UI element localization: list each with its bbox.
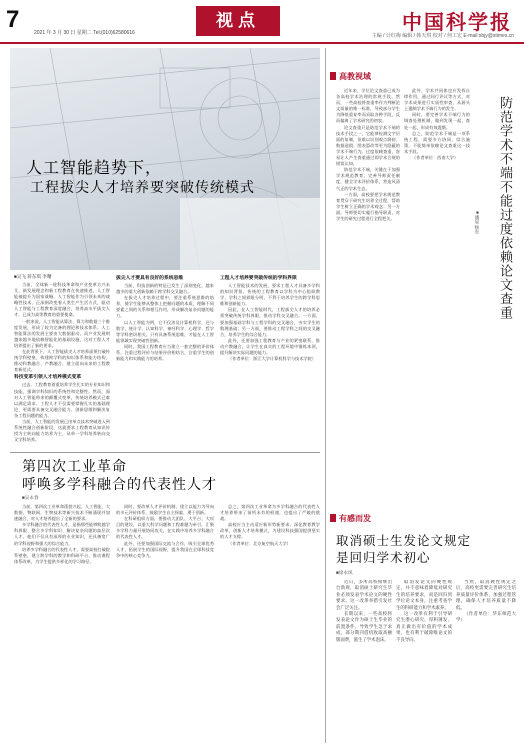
paragraph: 当然，取消硬性规定之后，高校更需要完善研究生培养质量评价体系，加强过程管理，确保人才培养质量不降低。	[456, 580, 516, 611]
paragraph: 这一改革有利于引导研究生潜心研究、厚积薄发，真正做出有价值的学术成果，也有利于破除唯论文的不良导向。	[396, 612, 452, 643]
subheading: 拔尖人才要具有良好的系统思维	[116, 276, 184, 281]
paragraph: 一般来说，人工智能从算法、算力和数据三个维度发展，形成了较为完备的理论和技术体系。人工智能算法的发展主要由大数据驱动，而产业发展则越来越多地依赖智能化的基础设施，这对工程人才培养提出了新的要求。	[14, 318, 110, 348]
article2-headline	[22, 458, 217, 494]
paragraph: 同时，要完善学术不端行为的调查处理机制，做到发现一起、查处一起，形成有效震慑。	[404, 112, 470, 130]
column-tag-yougan: 有感而发	[330, 512, 410, 526]
column-divider	[325, 48, 326, 743]
column2-byline: ■徐永风	[336, 570, 353, 575]
masthead	[0, 0, 524, 44]
flag-icon	[330, 72, 336, 80]
paragraph: 多学科融合的代表性人才，是指那些能够跨越学科界限、整合多学科知识、解决复杂问题的高层次人才。他们不仅具有深厚的专业知识，还具备宽广的学科视野和强大的综合能力。	[14, 522, 110, 546]
paragraph: 此外，还要加强国际交流与合作，吸引全球优秀人才，拓展学生的国际视野，提升我国在全球科技竞争中的核心竞争力。	[116, 540, 214, 558]
author-affiliation: （作者单位：华东师范大学）	[456, 612, 516, 624]
lead-headline-line1: 人工智能趋势下，	[26, 158, 163, 177]
article2-column-1	[14, 504, 110, 742]
article2-headline-line2: 呼唤多学科融合的代表性人才	[22, 477, 217, 493]
author-affiliation: （作者单位：浙江大学计算机科学与技术学院）	[228, 356, 316, 362]
paragraph: 培养多学科融合的代表性人才，需要高校打破院系壁垒，建立跨学科的教学和科研平台，推动课程体系改革，为学生提供多样化的学习路径。	[14, 546, 110, 564]
paragraph: 过去，工程教育着重培养学生扎实的专业知识和技能，强调学科知识的系统性和完整性。然而，面对人工智能带来的颠覆式变革，传统培养模式已难以满足需求。工程人才不仅需要掌握扎实的基础理论，更需要具备交叉融合能力、创新思维和解决复杂工程问题的能力。	[14, 382, 110, 418]
paragraph: 当前，科技创新的特征已发生了深刻变化，越来越多的重大创新依赖于跨学科交叉融合。	[116, 283, 214, 295]
paragraph: 人工智能技术的发展，要求工程人才具备多学科的知识背景。传统的工程教育以学科为中心组织教学，学科之间界限分明，不利于培养学生的跨学科思维和创新能力。	[220, 283, 320, 307]
paragraph: 以人工智能为例，它不仅涉及计算机科学，还与数学、统计学、认知科学、神经科学、心理学、哲学等学科密切相关。只有具备系统思维，才能在人工智能领域实现突破性创新。	[116, 319, 214, 343]
lead-photo	[10, 48, 320, 270]
column2-headline	[336, 532, 471, 566]
author-affiliation: （作者单位：北京航空航天大学）	[228, 540, 291, 546]
column2-text-3	[456, 580, 516, 742]
paragraph: 当前，全球新一轮科技革命和产业变革方兴未艾，新发展理念和新工程教育在快速推进，人工智能被提升为国家战略。人工智能作为引领未来的战略性技术，正深刻改变着人类生产生活方式，驱动人工智能与工程教育深度融合，培养高水平拔尖人才，已成为高等教育的重要使命。	[14, 282, 110, 318]
divider	[10, 452, 320, 453]
subheading: 工程人才培养要突破传统的学科界限	[220, 276, 297, 281]
article2-byline: ■吴永春	[22, 495, 39, 500]
column1-headline: 防范学术不端不能过度依赖论文查重	[497, 96, 512, 320]
column1-text-2	[404, 88, 470, 500]
editor-line: 主编 / 计红梅 编辑 / 韩天琪 校对 / 何工宏 E-mail:xbjy@stimes.cn	[371, 33, 514, 39]
column2-text-2	[396, 580, 452, 742]
newspaper-logo: 中国科学报	[402, 10, 512, 34]
lead-headline	[26, 158, 255, 198]
flag-icon	[330, 514, 336, 522]
lead-headline-line2: 工程拔尖人才培养要突破传统模式	[30, 180, 255, 196]
paragraph: 一方面，高校要把学术规范教育贯穿于研究生培养全过程，帮助学生树立正确的学术观念；另一方面，导师要切实履行指导职责，对学生的研究过程进行全程把关。	[336, 191, 400, 221]
paragraph: 同时，我国工程教育应当建立一套完整的评价体系，注重过程评价与结果评价相结合，注重学生的创新能力和实践能力的培养。	[116, 343, 214, 362]
subheading: 科技变革引领人才培养模式变革	[14, 375, 82, 381]
paragraph: 当前，人工智能的发展已由单点技术突破进入到系统性融合创新阶段，这就要求工程教育从知识传授为主转向能力培养为主，从单一学科培养转向交叉学科培养。	[14, 418, 110, 443]
author-affiliation: （作者单位：西南大学）	[412, 155, 459, 161]
column1-text-1	[336, 88, 400, 500]
paragraph: 近年来，学位论文查重已成为各高校学术治理的常规手段。然而，一些高校将查重率作为判断论文质量的唯一标准，导致部分学生为降低重复率而采取各种手段，反而偏离了学术研究的初衷。	[336, 88, 400, 124]
date-line: 2021 年 3 月 30 日 星期二 Tel:(010)62580616	[34, 30, 135, 36]
paragraph: 近日，多所高校相继出台新规，取消硕士研究生毕业必须发表学术论文的硬性要求。这一改革举措引发社会广泛关注。	[336, 580, 392, 611]
paragraph: 取消发论文的硬性规定，并不意味着降低对研究生的培养要求，而是回归到学位论文本身，注重考查学生的科研能力和学术素养。	[396, 580, 452, 611]
paragraph: 论文查重只是防范学术不端的技术手段之一，它能够检测文字层面的复制，但难以识别观点剽窃、数据造假、图表篡改等更为隐蔽的学术不端行为。过度依赖查重，容易让人产生查重通过即学术合规的错误认知。	[336, 124, 400, 167]
lead-column-3	[220, 274, 320, 448]
column2-text-1	[336, 580, 392, 742]
paragraph: 因此，在人工智能时代，工程拔尖人才的培养必须突破传统学科界限，推动学科交叉融合。一方面，要加强基础学科与工程学科的交叉融合，夯实学生的数理基础；另一方面，要推动工程学科之间的交叉融合，培养学生的综合能力。	[220, 307, 320, 337]
section-title: 视点	[196, 6, 280, 36]
lead-byline: ■吴飞 蒋东琪 李曙	[14, 274, 52, 279]
paragraph: 此外，学术共同体也应发挥自律作用，通过同行评议等方式，对学术成果进行实质性审查，从源头上遏制学术不端行为的发生。	[404, 88, 470, 112]
column2-headline-line1: 取消硕士生发论文规定	[336, 533, 472, 548]
paragraph: 在拔尖人才培养过程中，要注重系统思维的培养，使学生能够从整体上把握问题的本质，理解不同要素之间的关系和相互作用，形成解决复杂问题的能力。	[116, 295, 214, 319]
page-number: 7	[6, 6, 20, 33]
paragraph: 高校应当主动适应新形势新要求，深化教育教学改革，创新人才培养模式，为建设科技强国提供坚实的人才支撑。	[220, 522, 320, 540]
paragraph: 总之，防范学术不端是一项系统工程，需要多方协同、综合施策，不能简单依赖论文查重这一技术手段。	[404, 130, 470, 154]
paragraph: 总之，第四次工业革命为多学科融合的代表性人才培养带来了前所未有的机遇，也提出了严峻的挑战。	[220, 504, 320, 522]
column-tag-gaojiao: 高教视域	[330, 70, 410, 84]
paragraph: 在此背景下，人工智能拔尖人才培养亟须打破传统学科壁垒，构建跨学科的知识体系和能力结构，推动科教融合、产教融合，建立面向未来的工程教育新范式。	[14, 349, 110, 373]
paragraph: 防范学术不端，关键在于加强学术规范教育，完善导师责任制度，健全学术评价体系，营造风清气正的学术生态。	[336, 167, 400, 191]
lead-column-1	[14, 274, 110, 448]
paragraph: 在科研组织方面，要推动大团队、大平台、大项目的建设，以重大科学问题和工程难题为牵引，汇聚多学科力量开展协同攻关，在实践中培养多学科融合的代表性人才。	[116, 516, 214, 540]
lead-column-2	[116, 274, 214, 448]
paragraph: 长期以来，一些高校将发表论文作为硕士生毕业的前置条件，导致学生急于求成，部分期刊借机收取高额版面费，滋生了学术泡沫。	[336, 612, 392, 643]
paragraph: 此外，还要加强工程教育与产业的紧密联系，推动产教融合，让学生在真实的工程环境中锤炼本领，提升解决实际问题的能力。	[220, 337, 320, 356]
column1-byline: ■潘星 杨东	[475, 210, 480, 234]
article2-column-3	[220, 504, 320, 742]
paragraph: 当前，第四次工业革命蓬勃兴起，人工智能、大数据、物联网、生物技术等新兴技术不断涌现并加速融合，对人才培养提出了全新的要求。	[14, 504, 110, 522]
article2-headline-line1: 第四次工业革命	[22, 459, 127, 475]
column2-headline-line2: 是回归学术初心	[336, 550, 431, 565]
article2-column-2	[116, 504, 214, 742]
paragraph: 同时，要改革人才评价机制，建立以能力为导向的多元评价体系，鼓励学生自主探索、勇于创新。	[116, 504, 214, 516]
